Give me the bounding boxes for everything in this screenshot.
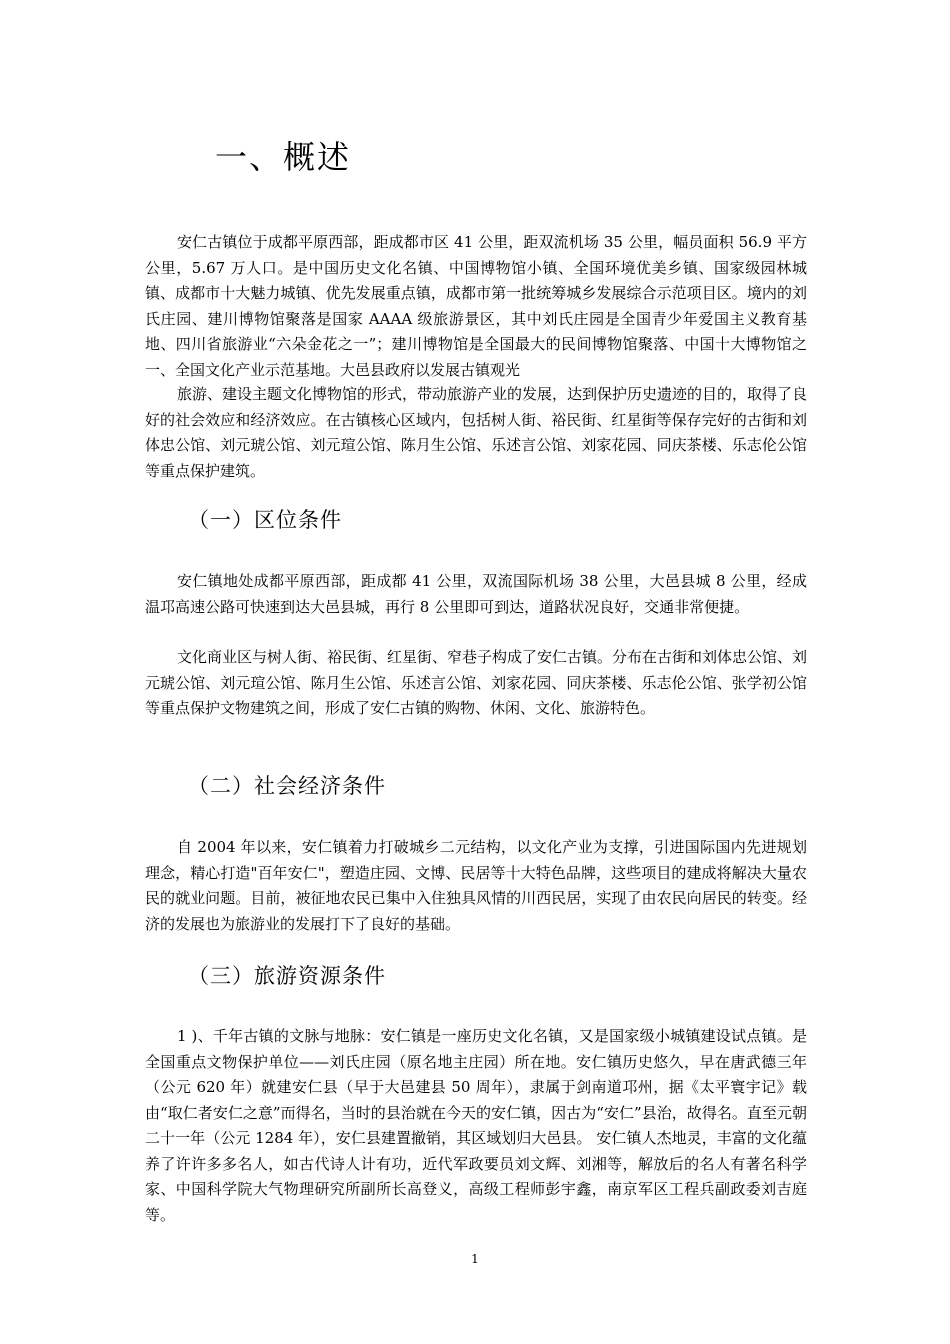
overview-paragraph-1: 安仁古镇位于成都平原西部，距成都市区 41 公里，距双流机场 35 公里，幅员面积 56.9 平方公里，5.67 万人口。是中国历史文化名镇、中国博物馆小镇、全国环境优美乡镇、国家级园林城镇、成都市十大魅力城镇、优先发展重点镇，成都市第一批统筹城乡发展综合示范项目区。境内的刘氏庄园、建川博物馆聚落是国家 AAAA 级旅游景区，其中刘氏庄园是全国青少年爱国主义教育基地、四川省旅游业“六朵金花之一”；建川博物馆是全国最大的民间博物馆聚落、中国十大博物馆之一、全国文化产业示范基地。大邑县政府以发展古镇观光 [145, 233, 807, 379]
page-number: 1 [471, 1252, 479, 1266]
section-heading-tourism: （三）旅游资源条件 [188, 964, 386, 988]
section-heading-location: （一）区位条件 [188, 508, 342, 532]
location-paragraph-2: 文化商业区与树人街、裕民街、红星街、窄巷子构成了安仁古镇。分布在古街和刘体忠公馆、刘元琥公馆、刘元瑄公馆、陈月生公馆、乐述言公馆、刘家花园、同庆茶楼、乐志伦公馆、张学初公馆等重点保护文物建筑之间，形成了安仁古镇的购物、休闲、文化、旅游特色。 [145, 648, 808, 717]
overview-paragraph-2: 旅游、建设主题文化博物馆的形式，带动旅游产业的发展，达到保护历史遗迹的目的，取得了良好的社会效应和经济效应。在古镇核心区域内，包括树人街、裕民街、红星街等保存完好的古街和刘体忠公馆、刘元琥公馆、刘元瑄公馆、陈月生公馆、乐述言公馆、刘家花园、同庆茶楼、乐志伦公馆等重点保护建筑。 [145, 385, 808, 480]
location-paragraph-1: 安仁镇地处成都平原西部，距成都 41 公里，双流国际机场 38 公里，大邑县城 8 公里，经成温邛高速公路可快速到达大邑县城，再行 8 公里即可到达，道路状况良好，交通非常便捷。 [145, 572, 807, 616]
tourism-paragraph-1: 1 )、千年古镇的文脉与地脉：安仁镇是一座历史文化名镇，又是国家级小城镇建设试点镇。是全国重点文物保护单位——刘氏庄园（原名地主庄园）所在地。安仁镇历史悠久，早在唐武德三年（公元 620 年）就建安仁县（早于大邑建县 50 周年），隶属于剑南道邛州，据《太平寰宇记》载由“取仁者安仁之意”而得名，当时的县治就在今天的安仁镇，因古为“安仁”县治，故得名。直至元朝二十一年（公元 1284 年），安仁县建置撤销，其区域划归大邑县。 安仁镇人杰地灵，丰富的文化蕴养了许许多多名人，如古代诗人计有功，近代军政要员刘文辉、刘湘等，解放后的名人有著名科学家、中国科学院大气物理研究所副所长高登义，高级工程师彭宇鑫，南京军区工程兵副政委刘吉庭等。 [145, 1027, 807, 1224]
economy-paragraph-1: 自 2004 年以来，安仁镇着力打破城乡二元结构，以文化产业为支撑，引进国际国内先进规划理念，精心打造"百年安仁"，塑造庄园、文博、民居等十大特色品牌，这些项目的建成将解决大量农民的就业问题。目前，被征地农民已集中入住独具风情的川西民居，实现了由农民向居民的转变。经济的发展也为旅游业的发展打下了良好的基础。 [145, 838, 807, 933]
section-heading-economy: （二）社会经济条件 [188, 774, 386, 798]
page-title: 一、概述 [215, 138, 352, 176]
